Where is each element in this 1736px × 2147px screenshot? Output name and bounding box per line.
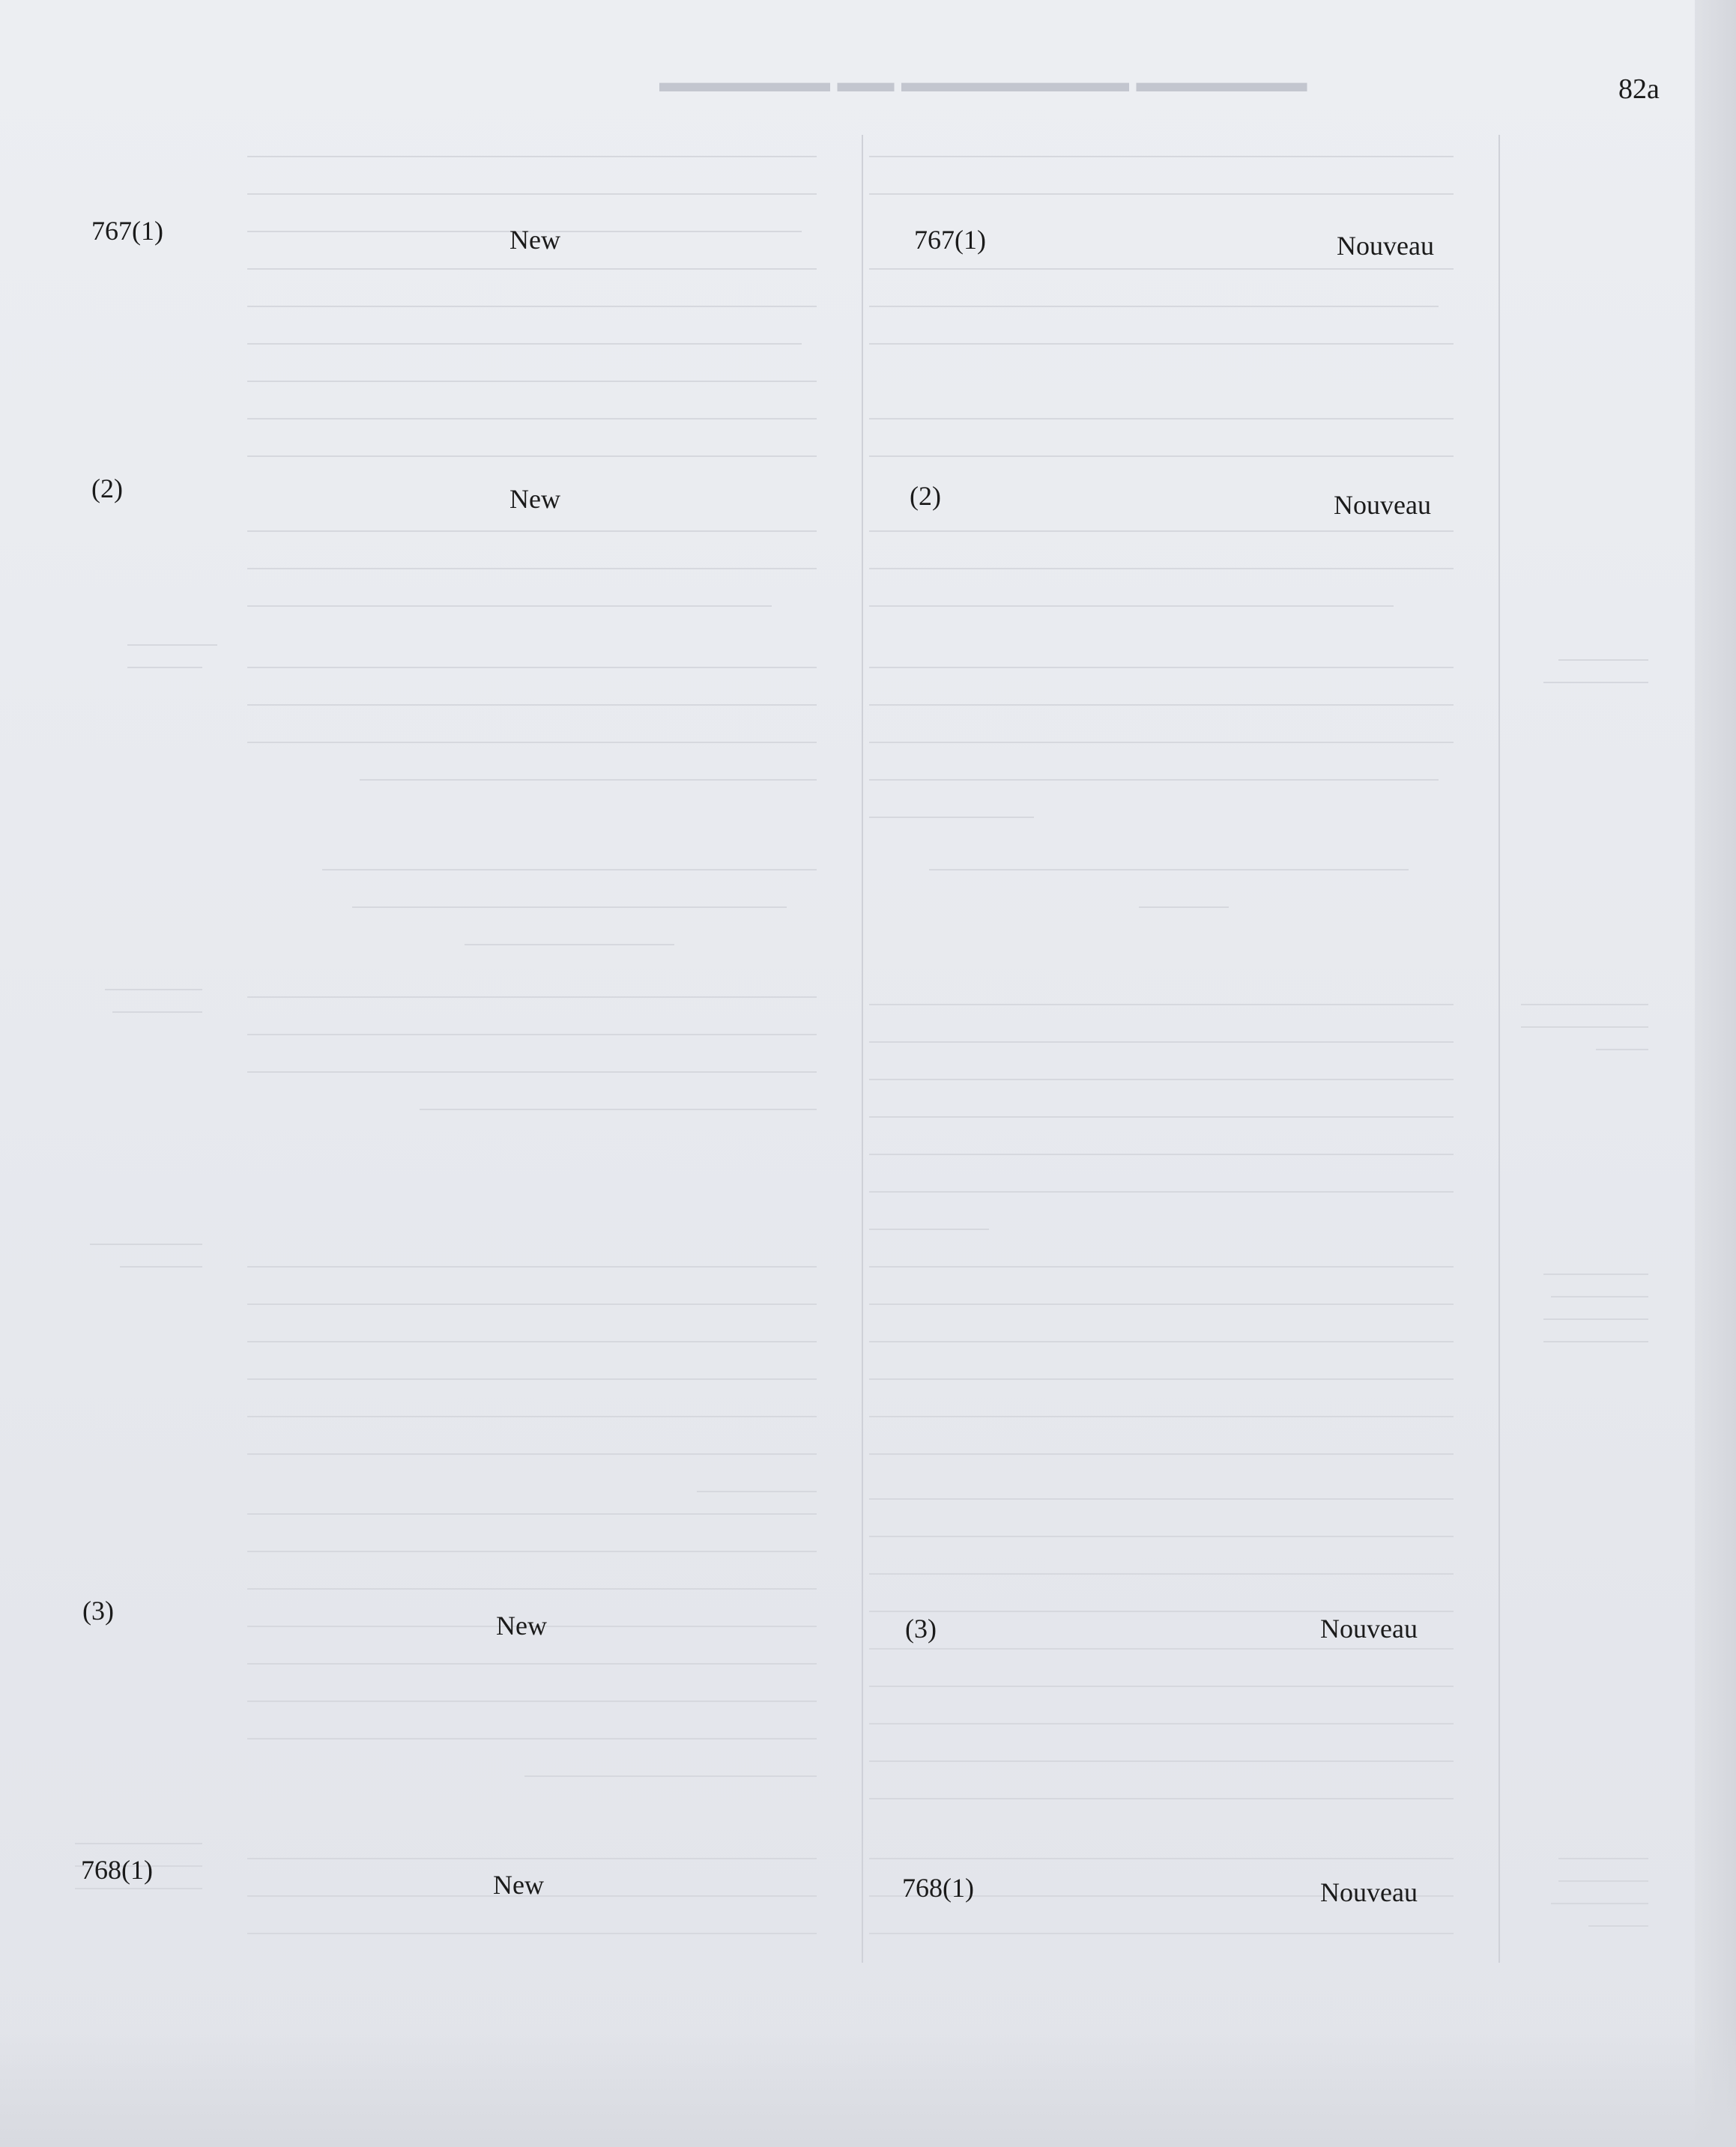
bleed-through-margin-note bbox=[1558, 1858, 1648, 1859]
bleed-through-line bbox=[869, 1041, 1454, 1043]
bleed-through-line bbox=[869, 1798, 1454, 1799]
bleed-through-line bbox=[420, 1109, 817, 1110]
bleed-through-margin-note bbox=[75, 1843, 202, 1844]
bleed-through-line bbox=[869, 779, 1439, 781]
bleed-through-line bbox=[247, 156, 817, 157]
bleed-through-line bbox=[1139, 906, 1229, 908]
bleed-through-line bbox=[869, 1536, 1454, 1537]
bleed-through-line bbox=[869, 1453, 1454, 1455]
bleed-through-line bbox=[247, 455, 817, 457]
bleed-through-line bbox=[869, 343, 1454, 345]
left-section-number: (3) bbox=[82, 1596, 114, 1626]
bleed-through-line bbox=[247, 530, 817, 532]
left-status-label: New bbox=[509, 225, 560, 255]
bleed-through-margin-note bbox=[105, 989, 202, 990]
bleed-through-line bbox=[247, 1071, 817, 1073]
bleed-through-line bbox=[247, 1378, 817, 1380]
left-section-number: 768(1) bbox=[81, 1855, 153, 1885]
bleed-through-running-head: ▬▬▬▬▬▬ ▬▬▬▬▬▬▬▬ ▬▬ ▬▬▬▬▬▬ bbox=[659, 67, 1307, 98]
bleed-through-line bbox=[524, 1775, 817, 1777]
right-status-label: Nouveau bbox=[1337, 231, 1434, 261]
bleed-through-line bbox=[247, 381, 817, 382]
bleed-through-line bbox=[869, 704, 1454, 706]
bleed-through-line bbox=[869, 1686, 1454, 1687]
bleed-through-line bbox=[869, 1079, 1454, 1080]
bleed-through-line bbox=[247, 605, 772, 607]
bleed-through-line bbox=[247, 1416, 817, 1417]
left-section-number: 767(1) bbox=[91, 216, 163, 246]
bleed-through-margin-rule bbox=[1498, 135, 1500, 1963]
bleed-through-column-rule bbox=[862, 135, 863, 1963]
bleed-through-line bbox=[869, 1229, 989, 1230]
bleed-through-line bbox=[247, 1034, 817, 1035]
bleed-through-margin-note bbox=[120, 1266, 202, 1268]
bleed-through-margin-note bbox=[1551, 1903, 1648, 1904]
bleed-through-line bbox=[247, 306, 817, 307]
bleed-through-line bbox=[322, 869, 817, 870]
bleed-through-line bbox=[869, 1611, 1454, 1612]
bleed-through-margin-note bbox=[127, 644, 217, 646]
bleed-through-line bbox=[465, 944, 674, 945]
bleed-through-margin-note bbox=[1543, 1341, 1648, 1342]
bleed-through-margin-note bbox=[1558, 1880, 1648, 1882]
bleed-through-margin-note bbox=[90, 1244, 202, 1245]
bleed-through-line bbox=[869, 742, 1454, 743]
bleed-through-margin-note bbox=[112, 1011, 202, 1013]
bleed-through-line bbox=[869, 1498, 1454, 1500]
left-status-label: New bbox=[509, 484, 560, 514]
bleed-through-line bbox=[869, 1573, 1454, 1575]
bleed-through-margin-note bbox=[1588, 1925, 1648, 1927]
bleed-through-line bbox=[869, 1154, 1454, 1155]
bleed-through-line bbox=[869, 1303, 1454, 1305]
left-status-label: New bbox=[493, 1870, 544, 1900]
right-status-label: Nouveau bbox=[1334, 490, 1431, 520]
bleed-through-margin-note bbox=[1543, 682, 1648, 683]
bleed-through-line bbox=[869, 156, 1454, 157]
bleed-through-line bbox=[869, 1416, 1454, 1417]
bleed-through-line bbox=[247, 193, 817, 195]
bleed-through-line bbox=[869, 817, 1034, 818]
bleed-through-line bbox=[247, 996, 817, 998]
bleed-through-line bbox=[869, 530, 1454, 532]
bleed-through-line bbox=[869, 1933, 1454, 1934]
bleed-through-line bbox=[869, 418, 1454, 420]
bleed-through-margin-note bbox=[75, 1888, 202, 1889]
bleed-through-line bbox=[869, 1723, 1454, 1724]
bleed-through-line bbox=[247, 1341, 817, 1342]
bleed-through-line bbox=[247, 1663, 817, 1665]
right-section-number: (2) bbox=[910, 481, 941, 511]
bleed-through-line bbox=[247, 268, 817, 270]
page-edge-shadow bbox=[1695, 0, 1736, 2147]
bleed-through-line bbox=[869, 455, 1454, 457]
bleed-through-line bbox=[360, 779, 817, 781]
bleed-through-line bbox=[869, 667, 1454, 668]
bleed-through-line bbox=[247, 418, 817, 420]
bleed-through-line bbox=[869, 268, 1454, 270]
bleed-through-line bbox=[247, 343, 802, 345]
bleed-through-margin-note bbox=[1543, 1274, 1648, 1275]
page-number: 82a bbox=[1618, 73, 1660, 105]
bleed-through-line bbox=[869, 1004, 1454, 1005]
bleed-through-margin-note bbox=[1521, 1004, 1648, 1005]
bleed-through-line bbox=[247, 1933, 817, 1934]
bleed-through-line bbox=[247, 742, 817, 743]
bleed-through-line bbox=[869, 568, 1454, 569]
bleed-through-line bbox=[869, 1648, 1454, 1650]
bleed-through-line bbox=[247, 568, 817, 569]
bleed-through-line bbox=[247, 667, 817, 668]
bleed-through-margin-note bbox=[1543, 1318, 1648, 1320]
bleed-through-margin-note bbox=[127, 667, 202, 668]
bleed-through-line bbox=[247, 1701, 817, 1702]
bleed-through-line bbox=[247, 1303, 817, 1305]
bleed-through-line bbox=[247, 704, 817, 706]
bleed-through-line bbox=[247, 1453, 817, 1455]
bleed-through-line bbox=[869, 1858, 1454, 1859]
bleed-through-line bbox=[697, 1491, 817, 1492]
bleed-through-line bbox=[869, 1378, 1454, 1380]
bleed-through-margin-note bbox=[1558, 659, 1648, 661]
bleed-through-margin-note bbox=[1521, 1026, 1648, 1028]
bleed-through-line bbox=[352, 906, 787, 908]
bleed-through-margin-note bbox=[1596, 1049, 1648, 1050]
bleed-through-line bbox=[929, 869, 1409, 870]
bleed-through-line bbox=[869, 605, 1394, 607]
right-section-number: 768(1) bbox=[902, 1873, 974, 1903]
bleed-through-line bbox=[869, 1116, 1454, 1118]
bleed-through-line bbox=[869, 1191, 1454, 1193]
bleed-through-line bbox=[247, 1551, 817, 1552]
right-section-number: 767(1) bbox=[914, 225, 986, 255]
bleed-through-line bbox=[247, 1513, 817, 1515]
bleed-through-line bbox=[247, 1738, 817, 1739]
right-section-number: (3) bbox=[905, 1614, 937, 1644]
bottom-shading bbox=[0, 2023, 1736, 2147]
bleed-through-line bbox=[869, 1266, 1454, 1268]
right-status-label: Nouveau bbox=[1320, 1877, 1418, 1907]
bleed-through-line bbox=[869, 1341, 1454, 1342]
left-section-number: (2) bbox=[91, 473, 123, 503]
bleed-through-line bbox=[869, 306, 1439, 307]
bleed-through-line bbox=[247, 1266, 817, 1268]
bleed-through-margin-note bbox=[1551, 1296, 1648, 1297]
bleed-through-line bbox=[869, 1760, 1454, 1762]
bleed-through-line bbox=[247, 1588, 817, 1590]
bleed-through-line bbox=[869, 193, 1454, 195]
right-status-label: Nouveau bbox=[1320, 1614, 1418, 1644]
bleed-through-line bbox=[247, 1858, 817, 1859]
left-status-label: New bbox=[496, 1611, 547, 1641]
